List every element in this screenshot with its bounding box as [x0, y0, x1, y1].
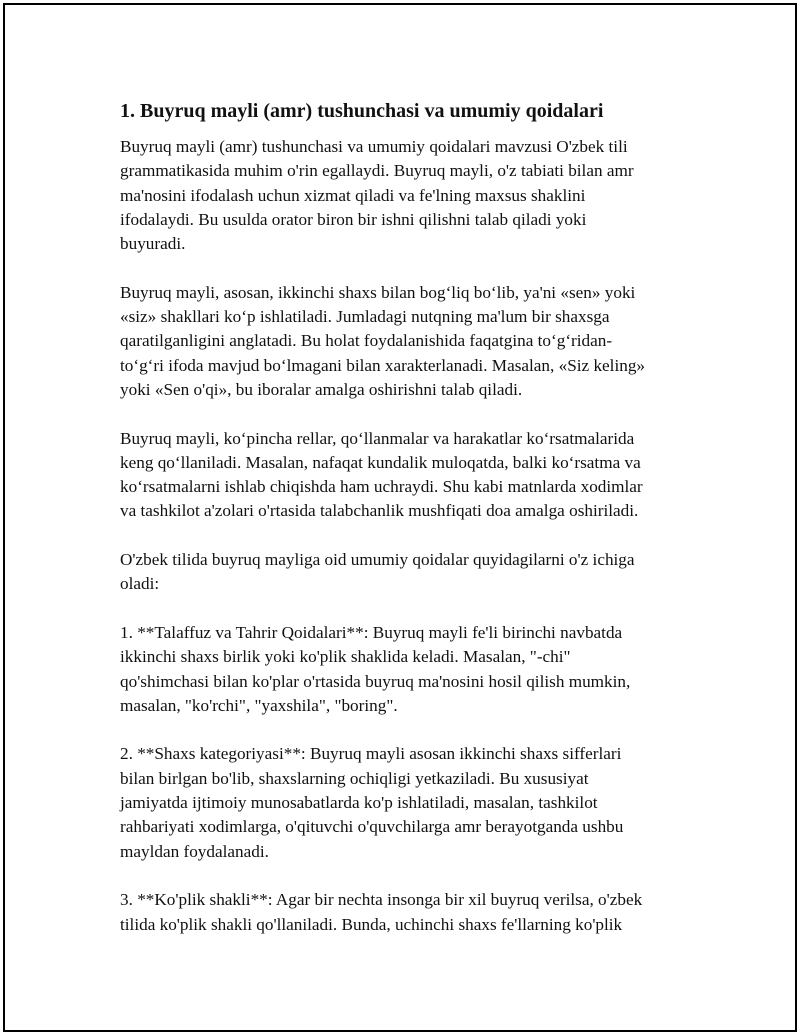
paragraph-intro: Buyruq mayli (amr) tushunchasi va umumiy qoidalari mavzusi O'zbek tili grammatikasida muhim o'rin egallaydi. Buyruq mayli, o'z tabiati bilan amr ma'nosini ifodalash uchun xizmat qiladi va fe'lning maxsus shaklini ifodalaydi. Bu usulda orator biron bir ishni qilishni talab qiladi yoki buyuradi. [120, 137, 634, 254]
paragraph-rules-intro: O'zbek tilida buyruq mayliga oid umumiy qoidalar quyidagilarni o'z ichiga oladi: [120, 550, 635, 594]
list-item-rule-3: 3. **Ko'plik shakli**: Agar bir nechta insonga bir xil buyruq verilsa, o'zbek tilida ko'plik shakli qo'llaniladi. Bunda, uchinchi shaxs fe'llarning ko'plik [120, 890, 643, 934]
list-item-rule-1: 1. **Talaffuz va Tahrir Qoidalari**: Buyruq mayli fe'li birinchi navbatda ikkinchi shaxs birlik yoki ko'plik shaklida keladi. Masalan, "-chi" qo'shimchasi bilan ko'plar o'rtasida buyruq ma'nosini hosil qilish mumkin, masalan, "ko'rchi", "yaxshila", "boring". [120, 622, 631, 715]
list-item-rule-2: 2. **Shaxs kategoriyasi**: Buyruq mayli asosan ikkinchi shaxs sifferlari bilan birlgan bo'lib, shaxslarning ochiqligi yetkaziladi. Bu xususiyat jamiyatda ijtimoiy munosabatlarda ko'p ishlatiladi, masalan, tashkilot rahbariyati xodimlarga, o'qituvchi o'quvchilarga amr berayotganda ushbu mayldan foydalanadi. [120, 744, 624, 861]
document-title: 1. Buyruq mayli (amr) tushunchasi va umumiy qoidalari [120, 100, 604, 122]
paragraph-second-person: Buyruq mayli, asosan, ikkinchi shaxs bilan bog‘liq bo‘lib, ya'ni «sen» yoki «siz» shakllari ko‘p ishlatiladi. Jumladagi nutqning ma'lum bir shaxsga qaratilganligini anglatadi. Bu holat foydalanishida faqatgina to‘g‘ridan- to‘g‘ri ifoda mavjud bo‘lmagani bilan xarakterlanadi. Masalan, «Siz keling» yoki «Sen o'qi», bu iboralar amalga oshirishni talab qiladi. [120, 282, 646, 399]
document-body [120, 97, 700, 961]
paragraph-usage: Buyruq mayli, ko‘pincha rellar, qo‘llanmalar va harakatlar ko‘rsatmalarida keng qo‘llaniladi. Masalan, nafaqat kundalik muloqatda, balki ko‘rsatma va ko‘rsatmalarni ishlab chiqishda ham uchraydi. Shu kabi matnlarda xodimlar va tashkilot a'zolari o'rtasida talabchanlik mushfiqati doa amalga oshiriladi. [120, 428, 643, 521]
page-frame [3, 3, 797, 1032]
